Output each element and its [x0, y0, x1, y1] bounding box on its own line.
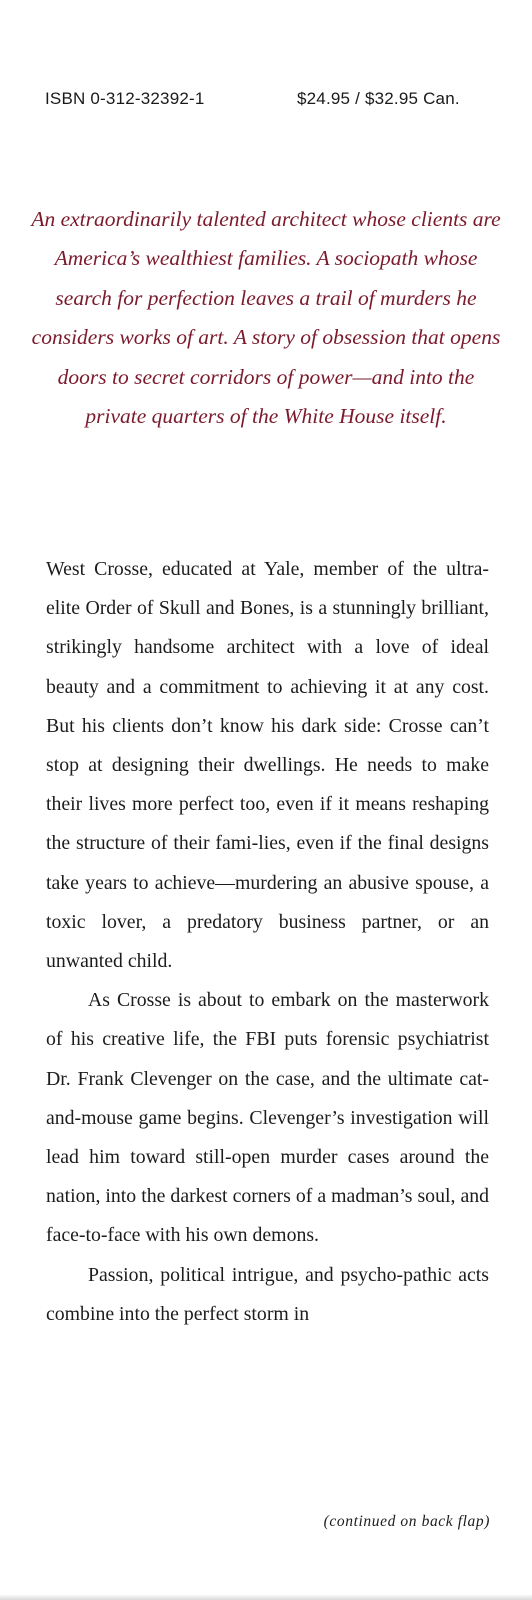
synopsis-paragraph-1: West Crosse, educated at Yale, member of the ultra-elite Order of Skull and Bones, is a stunningly brilliant, strikingly handsome architect with a love of ideal beauty and a commitment to achieving it at any cost. But his clients don’t know his dark side: Crosse can’t stop at designing their dwellings. He needs to make their lives more perfect too, even if it means reshaping the structure of their fami-lies, even if the final designs take years to achieve—murdering an abusive spouse, a toxic lover, a predatory business partner, or an unwanted child. [46, 558, 489, 973]
synopsis-body [46, 550, 489, 1334]
price-header [45, 89, 495, 115]
synopsis-paragraph-2: As Crosse is about to embark on the masterwork of his creative life, the FBI puts forensic psychiatrist Dr. Frank Clevenger on the case, and the ultimate cat-and-mouse game begins. Clevenger’s investigation will lead him toward still-open murder cases around the nation, into the darkest corners of a madman’s soul, and face-to-face with his own demons. [46, 989, 489, 1247]
tagline-blurb: An extraordinarily talented architect whose clients are America’s wealthiest families. A sociopath whose search for perfection leaves a trail of murders he considers works of art. A story of obsession that opens doors to secret corridors of power—and into the private quarters of the White House itself. [31, 207, 501, 429]
synopsis-paragraph-3: Passion, political intrigue, and psycho-pathic acts combine into the perfect storm in [46, 1263, 489, 1325]
continued-note: (continued on back flap) [323, 1513, 490, 1530]
page-edge-shadow [0, 1594, 532, 1600]
isbn-number: ISBN 0-312-32392-1 [45, 89, 205, 108]
price-label: $24.95 / $32.95 Can. [297, 89, 460, 108]
